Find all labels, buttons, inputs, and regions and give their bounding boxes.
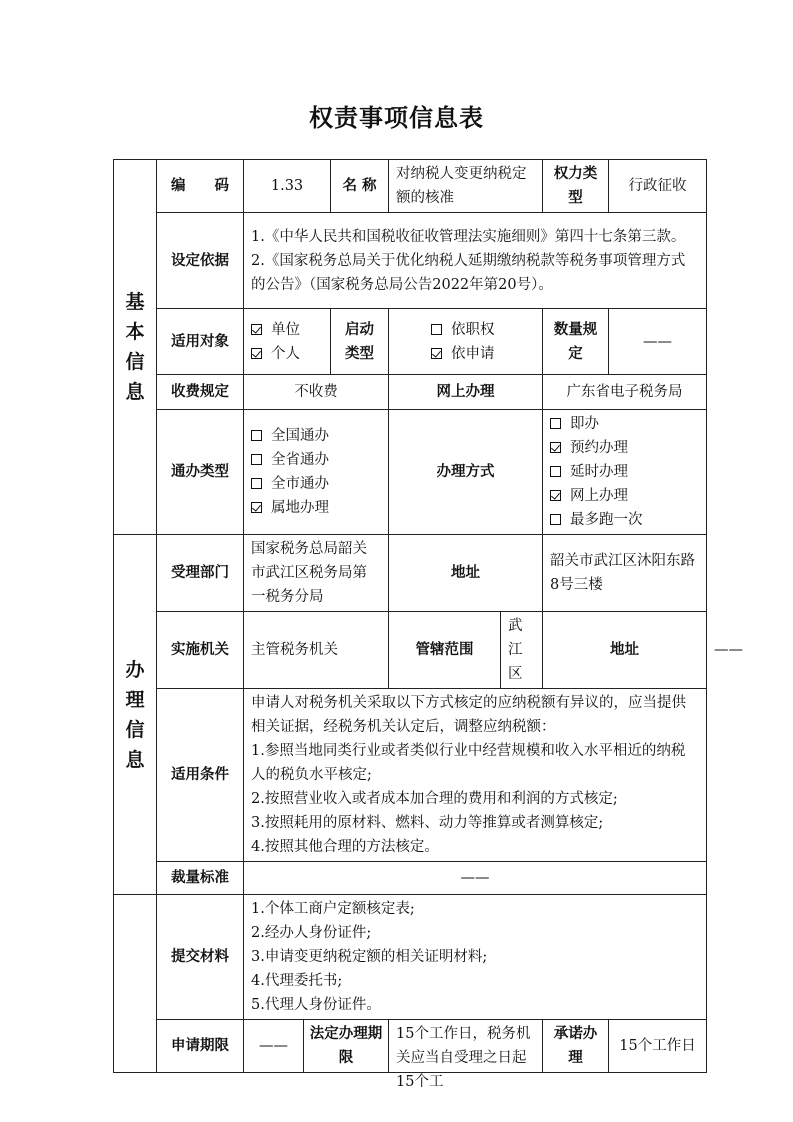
online-value: 广东省电子税务局 bbox=[543, 375, 707, 410]
dept-address-value: 韶关市武江区沐阳东路8号三楼 bbox=[543, 535, 707, 612]
power-type-value: 行政征收 bbox=[609, 160, 707, 213]
code-value: 1.33 bbox=[244, 160, 331, 213]
legal-period-label: 法定办理期限 bbox=[304, 1020, 389, 1073]
checkbox-city[interactable]: 全市通办 bbox=[251, 472, 381, 496]
promise-label: 承诺办理 bbox=[543, 1020, 609, 1073]
tongban-options bbox=[244, 410, 389, 535]
start-type-options bbox=[389, 309, 543, 375]
code-label: 编 码 bbox=[157, 160, 244, 213]
legal-period-value: 15个工作日，税务机关应当自受理之日起15个工 bbox=[389, 1020, 543, 1073]
name-label: 名 称 bbox=[331, 160, 389, 213]
materials-line: 5.代理人身份证件。 bbox=[251, 997, 381, 1013]
section-spacer bbox=[114, 895, 157, 1020]
conditions-line: 1.参照当地同类行业或者类似行业中经营规模和收入水平相近的纳税人的税负水平核定; bbox=[251, 743, 686, 783]
materials-line: 4.代理委托书; bbox=[251, 973, 343, 989]
agency-address-label: 地址 bbox=[543, 612, 707, 689]
qty-value: —— bbox=[609, 309, 707, 375]
fee-value: 不收费 bbox=[244, 375, 389, 410]
online-label: 网上办理 bbox=[389, 375, 543, 410]
dept-label: 受理部门 bbox=[157, 535, 244, 612]
checkbox-icon bbox=[550, 514, 561, 525]
checkbox-icon bbox=[431, 324, 442, 335]
checkbox-national[interactable]: 全国通办 bbox=[251, 424, 381, 448]
checkbox-appointment[interactable]: 预约办理 bbox=[550, 436, 699, 460]
checkbox-icon bbox=[251, 478, 262, 489]
checkbox-icon bbox=[550, 490, 561, 501]
period-value: —— bbox=[244, 1020, 304, 1073]
checkbox-individual[interactable]: 个人 bbox=[251, 342, 323, 366]
materials-label: 提交材料 bbox=[157, 895, 244, 1020]
target-label: 适用对象 bbox=[157, 309, 244, 375]
tongban-label: 通办类型 bbox=[157, 410, 244, 535]
materials-line: 3.申请变更纳税定额的相关证明材料; bbox=[251, 949, 488, 965]
checkbox-instant[interactable]: 即办 bbox=[550, 412, 699, 436]
basis-line: 1.《中华人民共和国税收征收管理法实施细则》第四十七条第三款。 bbox=[251, 228, 686, 245]
method-label: 办理方式 bbox=[389, 410, 543, 535]
checkbox-icon bbox=[251, 324, 262, 335]
basis-line: 2.《国家税务总局关于优化纳税人延期缴纳税款等税务事项管理方式的公告》（国家税务总局公告2022年第20号）。 bbox=[251, 252, 686, 293]
jurisdiction-value: 武江区 bbox=[501, 612, 543, 689]
dept-address-label: 地址 bbox=[389, 535, 543, 612]
checkbox-delayed[interactable]: 延时办理 bbox=[550, 460, 699, 484]
checkbox-online[interactable]: 网上办理 bbox=[550, 484, 699, 508]
promise-value: 15个工作日 bbox=[609, 1020, 707, 1073]
section-basic: 基 本 信 息 bbox=[114, 160, 157, 535]
basis-value bbox=[244, 213, 707, 309]
checkbox-unit[interactable]: 单位 bbox=[251, 318, 323, 342]
name-value: 对纳税人变更纳税定额的核准 bbox=[389, 160, 543, 213]
info-table: 基 本 信 息 编 码 1.33 名 称 对纳税人变更纳税定额的核准 权力类型 行政征收 设定依据 1.《中华人民共和国税收征收管理法实施细则》第四十七条第三款。 2.《国家税务总局关于优化纳税人延期缴纳税款等税务事项管理方式的公告》（国家税务总局公告2022年第20号）。 适用对象 单位 个人 启动类型 依职权 依申请 数量规定 —— 收费规定 不收费 网上办理 广东省电子税务局 通办类型 全国通办 全省通办 全市通办 属地办理 办理方式 即办 预约办理 延时办理 网上办理 最多跑一次 办 理 信 息 受理部门 国家税务总局韶关市武江区税务局第一税务分局 地址 韶关市武江区沐阳东路8号三楼 实施机关 主管税务机关 管辖范围 武江区 地址 —— 适用条件 申请人对税务机关采取以下方式核定的应纳税额有异议的，应当提供相关证据，经税务机关认定后，调整应纳税额： 1.参照当地同类行业或者类似行业中经营规模和收入水平相近的纳税人的税负水平核定; 2.按照营业收入或者成本加合理的费用和利润的方式核定; 3.按照耗用的原材料、燃料、动力等推算或者测算核定; 4.按照其他合理的方法核定。 裁量标准 —— 提交材料 1.个体工商户定额核定表; 2.经办人身份证件; 3.申请变更纳税定额的相关证明材料; 4.代理委托书; 5.代理人身份证件。 申请期限 —— 法定办理期限 15个工作日，税务机关应当自受理之日起15个工 承诺办理 15个工作日 bbox=[113, 159, 707, 1073]
conditions-line: 4.按照其他合理的方法核定。 bbox=[251, 839, 439, 855]
checkbox-provincial[interactable]: 全省通办 bbox=[251, 448, 381, 472]
conditions-line: 2.按照营业收入或者成本加合理的费用和利润的方式核定; bbox=[251, 791, 618, 807]
materials-line: 1.个体工商户定额核定表; bbox=[251, 901, 415, 917]
fee-label: 收费规定 bbox=[157, 375, 244, 410]
page-title: 权责事项信息表 bbox=[309, 103, 484, 132]
power-type-label: 权力类型 bbox=[543, 160, 609, 213]
period-label: 申请期限 bbox=[157, 1020, 244, 1073]
checkbox-once[interactable]: 最多跑一次 bbox=[550, 508, 699, 532]
conditions-line: 3.按照耗用的原材料、燃料、动力等推算或者测算核定; bbox=[251, 815, 604, 831]
checkbox-icon bbox=[550, 418, 561, 429]
checkbox-icon bbox=[251, 348, 262, 359]
section-handling: 办 理 信 息 bbox=[114, 535, 157, 895]
checkbox-local[interactable]: 属地办理 bbox=[251, 496, 381, 520]
checkbox-icon bbox=[251, 502, 262, 513]
basis-label: 设定依据 bbox=[157, 213, 244, 309]
dept-value: 国家税务总局韶关市武江区税务局第一税务分局 bbox=[244, 535, 389, 612]
discretion-label: 裁量标准 bbox=[157, 862, 244, 895]
jurisdiction-label: 管辖范围 bbox=[389, 612, 501, 689]
conditions-value bbox=[244, 689, 707, 862]
conditions-label: 适用条件 bbox=[157, 689, 244, 862]
checkbox-icon bbox=[550, 466, 561, 477]
checkbox-by-authority[interactable]: 依职权 bbox=[431, 318, 535, 342]
checkbox-icon bbox=[251, 454, 262, 465]
conditions-line: 申请人对税务机关采取以下方式核定的应纳税额有异议的，应当提供相关证据，经税务机关认定后，调整应纳税额： bbox=[251, 695, 686, 735]
checkbox-by-application[interactable]: 依申请 bbox=[431, 342, 535, 366]
start-type-label: 启动类型 bbox=[331, 309, 389, 375]
agency-label: 实施机关 bbox=[157, 612, 244, 689]
materials-line: 2.经办人身份证件; bbox=[251, 925, 372, 941]
checkbox-icon bbox=[251, 430, 262, 441]
checkbox-icon bbox=[431, 348, 442, 359]
section-spacer bbox=[114, 1020, 157, 1073]
agency-value: 主管税务机关 bbox=[244, 612, 389, 689]
materials-value bbox=[244, 895, 707, 1020]
qty-label: 数量规定 bbox=[543, 309, 609, 375]
target-options bbox=[244, 309, 331, 375]
method-options bbox=[543, 410, 707, 535]
checkbox-icon bbox=[550, 442, 561, 453]
discretion-value: —— bbox=[244, 862, 707, 895]
